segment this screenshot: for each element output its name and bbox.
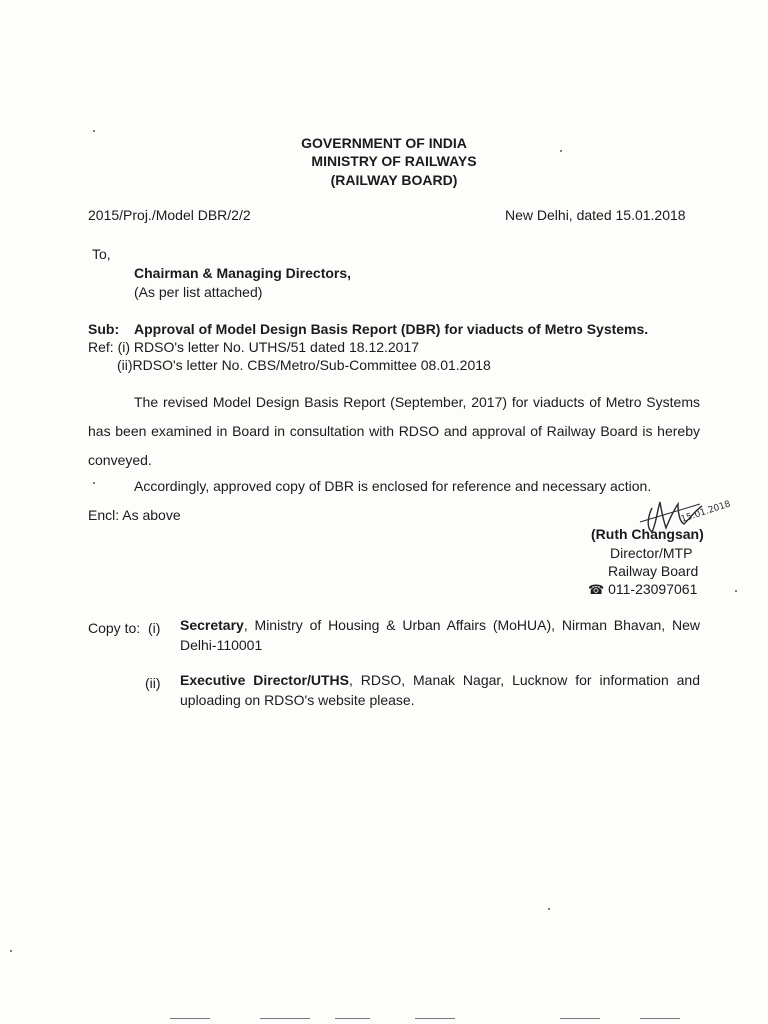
enclosure: Encl: As above [88, 507, 181, 523]
reference-1: Ref: (i) RDSO's letter No. UTHS/51 dated 18.12.2017 [88, 339, 420, 355]
scan-speck [10, 950, 12, 952]
copy-to-item-2 [180, 670, 700, 710]
header-ministry: MINISTRY OF RAILWAYS [311, 153, 477, 169]
subject-label: Sub: [88, 321, 120, 337]
reference-2: (ii)RDSO's letter No. CBS/Metro/Sub-Committee 08.01.2018 [117, 357, 491, 373]
scan-edge-line [640, 1018, 680, 1019]
scan-edge-line [260, 1018, 310, 1019]
signatory-name: (Ruth Changsan) [591, 526, 704, 542]
to-label: To, [92, 246, 111, 262]
scan-speck [93, 482, 95, 484]
signatory-phone: 011-23097061 [608, 581, 698, 597]
recipient-name: Chairman & Managing Directors, [134, 265, 352, 281]
scan-speck [735, 590, 737, 592]
body-paragraph-1: The revised Model Design Basis Report (September, 2017) for viaducts of Metro Systems has been examined in Board in consultation with RDSO and approval of Railway Board is hereby conveyed. [88, 394, 700, 468]
header-government: GOVERNMENT OF INDIA [301, 135, 467, 151]
copy-to-item-1 [180, 615, 700, 655]
scan-edge-line [415, 1018, 455, 1019]
scan-edge-line [560, 1018, 600, 1019]
scan-speck [548, 908, 550, 910]
telephone-icon: ☎ [588, 582, 605, 597]
handwritten-date: 15.01.2018 [679, 499, 732, 525]
scan-edge-line [335, 1018, 370, 1019]
header-board: (RAILWAY BOARD) [330, 172, 458, 188]
letter-date: New Delhi, dated 15.01.2018 [505, 207, 686, 223]
file-number: 2015/Proj./Model DBR/2/2 [88, 207, 251, 223]
copy-to-item-2-bold: Executive Director/UTHS [180, 672, 349, 688]
body-paragraph-2: Accordingly, approved copy of DBR is enclosed for reference and necessary action. [134, 478, 652, 494]
copy-to-label: Copy to: [88, 620, 141, 636]
copy-to-item-2-num: (ii) [145, 675, 161, 691]
subject-text: Approval of Model Design Basis Report (DBR) for viaducts of Metro Systems. [134, 321, 649, 337]
signatory-phone-row [588, 581, 697, 598]
copy-to-item-1-bold: Secretary [180, 617, 244, 633]
signatory-designation: Director/MTP [610, 545, 693, 561]
signatory-office: Railway Board [608, 563, 699, 579]
scan-speck [93, 130, 95, 132]
copy-to-item-1-num: (i) [148, 620, 161, 636]
copy-to-item-1-text: , Ministry of Housing & Urban Affairs (MoHUA), Nirman Bhavan, New Delhi-110001 [180, 617, 700, 653]
copy-to-item-2-text: , RDSO, Manak Nagar, Lucknow for information and uploading on RDSO's website please. [180, 672, 700, 708]
recipient-note: (As per list attached) [134, 284, 263, 300]
scan-speck [560, 150, 562, 152]
scan-edge-line [170, 1018, 210, 1019]
